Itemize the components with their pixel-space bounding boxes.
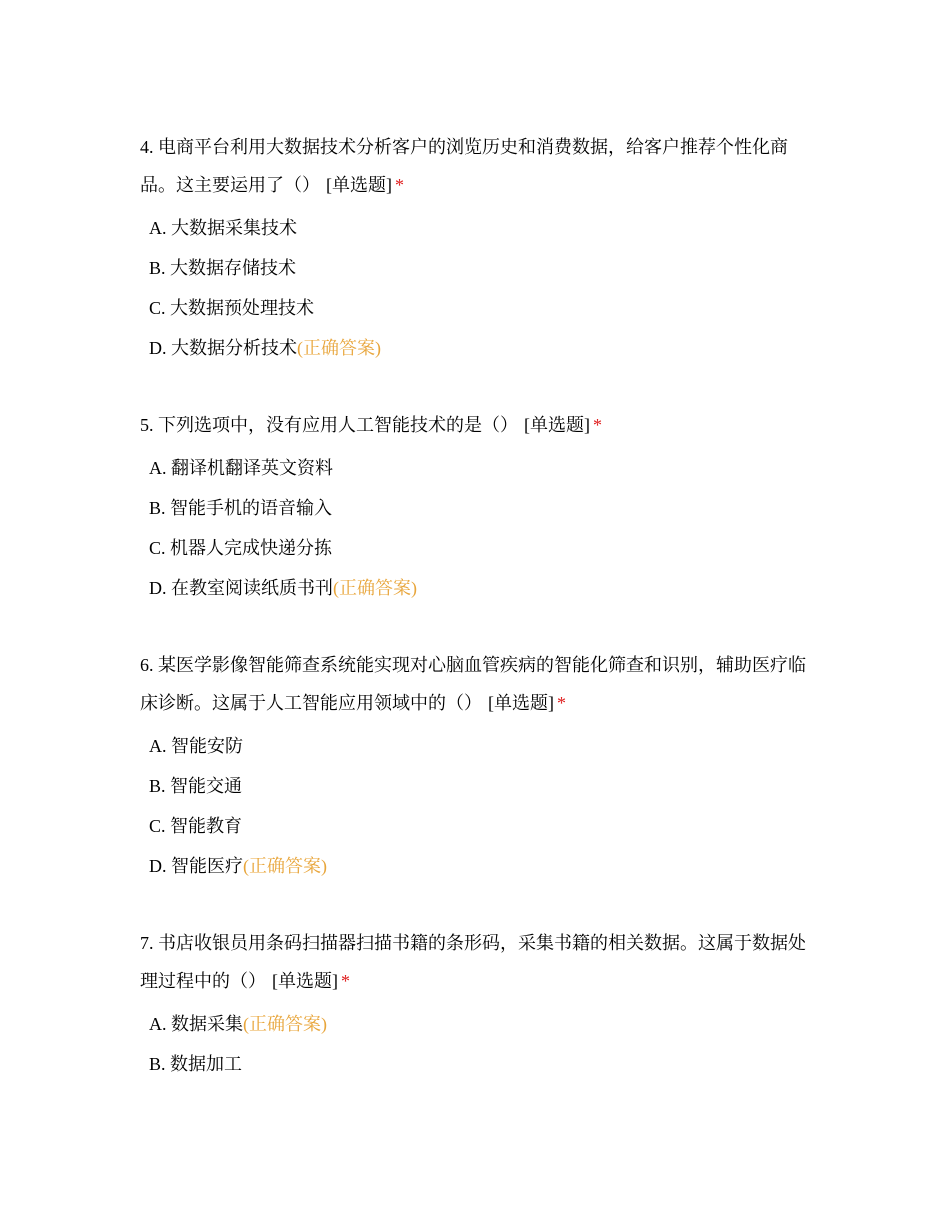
questionnaire-page: [140, 128, 820, 1122]
question-title: [140, 646, 820, 722]
option-text: 大数据存储技术: [170, 258, 297, 278]
option-list: [140, 448, 820, 608]
question-number: 6.: [140, 655, 154, 675]
option-text: 大数据采集技术: [171, 218, 297, 238]
option-c[interactable]: [140, 806, 820, 846]
required-marker: *: [395, 175, 404, 195]
question-number: 4.: [140, 137, 154, 157]
correct-answer-mark: (正确答案): [297, 338, 381, 358]
option-a[interactable]: [140, 726, 820, 766]
question-number: 7.: [140, 933, 154, 953]
question-text: 某医学影像智能筛查系统能实现对心脑血管疾病的智能化筛查和识别，辅助医疗临床诊断。这属于人工智能应用领域中的（）: [140, 655, 806, 713]
required-marker: *: [593, 415, 602, 435]
question-text: 下列选项中，没有应用人工智能技术的是（）: [158, 415, 518, 435]
option-text: 智能手机的语音输入: [170, 498, 333, 518]
question-text: 电商平台利用大数据技术分析客户的浏览历史和消费数据，给客户推荐个性化商品。这主要运用了（）: [140, 137, 788, 195]
option-text: 大数据预处理技术: [170, 298, 315, 318]
option-letter: D.: [149, 856, 167, 876]
option-c[interactable]: [140, 288, 820, 328]
option-text: 智能教育: [170, 816, 243, 836]
required-marker: *: [557, 693, 566, 713]
option-list: [140, 1004, 820, 1084]
option-d[interactable]: [140, 328, 820, 368]
option-text: 翻译机翻译英文资料: [171, 458, 333, 478]
option-letter: C.: [149, 538, 166, 558]
question-title: [140, 924, 820, 1000]
option-d[interactable]: [140, 568, 820, 608]
option-a[interactable]: [140, 448, 820, 488]
option-letter: A.: [149, 458, 167, 478]
option-a[interactable]: [140, 1004, 820, 1044]
option-text: 智能安防: [171, 736, 243, 756]
question-type: [单选题]: [524, 415, 590, 435]
required-marker: *: [341, 971, 350, 991]
option-list: [140, 208, 820, 368]
option-text: 数据采集: [171, 1014, 243, 1034]
option-letter: A.: [149, 218, 167, 238]
option-b[interactable]: [140, 766, 820, 806]
question-type: [单选题]: [272, 971, 338, 991]
option-text: 机器人完成快递分拣: [170, 538, 333, 558]
option-letter: C.: [149, 816, 166, 836]
question-text: 书店收银员用条码扫描器扫描书籍的条形码，采集书籍的相关数据。这属于数据处理过程中的（）: [140, 933, 806, 991]
option-b[interactable]: [140, 488, 820, 528]
correct-answer-mark: (正确答案): [243, 856, 327, 876]
option-letter: A.: [149, 1014, 167, 1034]
question-7: [140, 924, 820, 1084]
option-letter: B.: [149, 498, 166, 518]
option-text: 数据加工: [170, 1054, 243, 1074]
question-6: [140, 646, 820, 886]
option-letter: B.: [149, 776, 166, 796]
option-letter: A.: [149, 736, 167, 756]
question-type: [单选题]: [326, 175, 392, 195]
question-number: 5.: [140, 415, 154, 435]
option-text: 在教室阅读纸质书刊: [171, 578, 333, 598]
correct-answer-mark: (正确答案): [243, 1014, 327, 1034]
option-letter: D.: [149, 578, 167, 598]
question-type: [单选题]: [488, 693, 554, 713]
option-text: 智能交通: [170, 776, 243, 796]
option-text: 大数据分析技术: [171, 338, 297, 358]
option-d[interactable]: [140, 846, 820, 886]
option-text: 智能医疗: [171, 856, 243, 876]
question-5: [140, 406, 820, 608]
option-c[interactable]: [140, 528, 820, 568]
option-letter: D.: [149, 338, 167, 358]
option-letter: B.: [149, 1054, 166, 1074]
option-b[interactable]: [140, 1044, 820, 1084]
option-letter: C.: [149, 298, 166, 318]
question-title: [140, 406, 820, 444]
question-title: [140, 128, 820, 204]
option-list: [140, 726, 820, 886]
question-4: [140, 128, 820, 368]
correct-answer-mark: (正确答案): [333, 578, 417, 598]
option-b[interactable]: [140, 248, 820, 288]
option-letter: B.: [149, 258, 166, 278]
option-a[interactable]: [140, 208, 820, 248]
